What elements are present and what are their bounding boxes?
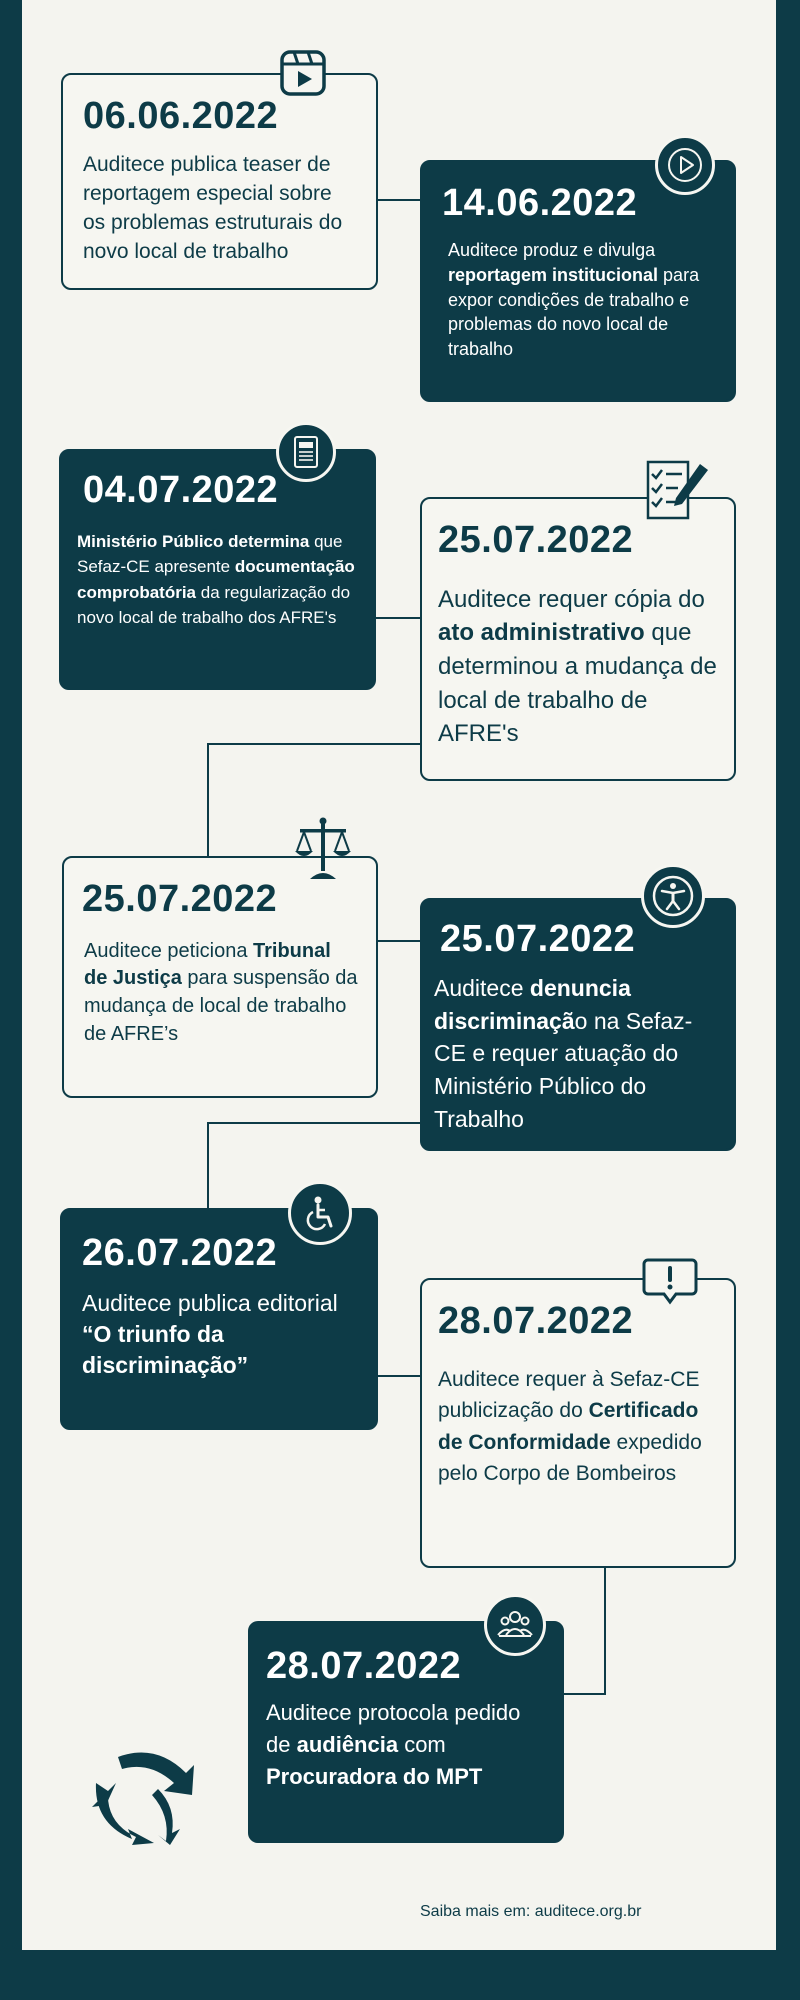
event-text-bold: Procuradora do MPT bbox=[266, 1763, 483, 1789]
event-text-bold: Certificado de Conformidade bbox=[438, 1399, 699, 1454]
connector-line bbox=[207, 1122, 209, 1208]
event-text bbox=[83, 151, 356, 267]
event-text-part: Auditece requer à Sefaz-CE publicização do bbox=[438, 1367, 700, 1423]
connector-line bbox=[604, 1568, 606, 1694]
connector-line bbox=[378, 1375, 420, 1377]
wheelchair-icon bbox=[288, 1181, 352, 1245]
event-text-bold: “O triunfo da discriminação” bbox=[82, 1321, 249, 1379]
connector-line bbox=[564, 1693, 606, 1695]
connector-line bbox=[207, 743, 209, 858]
event-date: 28.07.2022 bbox=[266, 1645, 462, 1687]
event-date: 26.07.2022 bbox=[82, 1232, 278, 1274]
event-date: 06.06.2022 bbox=[83, 95, 279, 137]
timeline-card-2 bbox=[420, 160, 736, 402]
timeline-card-3 bbox=[59, 449, 376, 690]
event-text-part: da regularização do novo local de trabalho dos AFRE's bbox=[77, 582, 351, 628]
event-text-part: o na Sefaz-CE e requer atuação do Ministério Público do Trabalho bbox=[434, 1007, 693, 1132]
document-icon bbox=[276, 422, 336, 482]
event-text-bold: documentação comprobatória bbox=[77, 557, 355, 602]
video-reel-icon bbox=[276, 46, 330, 100]
connector-line bbox=[207, 1122, 420, 1124]
event-text-part: com bbox=[398, 1731, 446, 1757]
event-text-part: para suspensão da mudança de local de trabalho de AFRE’s bbox=[84, 967, 358, 1045]
footer-link-text[interactable]: Saiba mais em: auditece.org.br bbox=[420, 1903, 642, 1920]
timeline-card-1 bbox=[61, 73, 378, 290]
event-text-part: Auditece produz e divulga bbox=[448, 239, 656, 260]
event-text-bold: denuncia discriminaçã bbox=[434, 974, 631, 1034]
timeline-card-4 bbox=[420, 497, 736, 781]
connector-line bbox=[376, 617, 420, 619]
scales-of-justice-icon bbox=[292, 815, 354, 881]
event-text bbox=[82, 1288, 356, 1382]
timeline-card-8 bbox=[420, 1278, 736, 1568]
event-date: 04.07.2022 bbox=[83, 469, 279, 511]
accessibility-icon bbox=[641, 864, 705, 928]
event-text-part: Auditece peticiona bbox=[84, 939, 254, 962]
event-text-part: que Sefaz-CE apresente bbox=[77, 531, 343, 577]
timeline-card-5 bbox=[62, 856, 378, 1098]
event-text-part: para expor condições de trabalho e problemas do novo local de trabalho bbox=[448, 264, 700, 360]
event-text-part: que determinou a mudança de local de trabalho de AFRE's bbox=[438, 619, 717, 748]
checklist-pen-icon bbox=[642, 458, 712, 524]
event-date: 25.07.2022 bbox=[440, 918, 636, 960]
event-date: 14.06.2022 bbox=[442, 182, 638, 224]
connector-line bbox=[207, 743, 420, 745]
meeting-people-icon bbox=[484, 1594, 546, 1656]
event-date: 28.07.2022 bbox=[438, 1300, 634, 1342]
event-text bbox=[438, 1364, 718, 1490]
event-text-part: Auditece bbox=[434, 974, 530, 1001]
event-text-part: expedido pelo Corpo de Bombeiros bbox=[438, 1430, 702, 1486]
event-text bbox=[82, 938, 358, 1048]
connector-line bbox=[378, 940, 420, 942]
connector-line bbox=[376, 199, 420, 201]
event-text bbox=[442, 238, 714, 362]
event-text-bold: audiência bbox=[296, 1731, 399, 1757]
event-text bbox=[77, 529, 360, 631]
event-text-part: Auditece protocola pedido de bbox=[266, 1699, 521, 1757]
event-text bbox=[438, 583, 718, 751]
event-text-part: Auditece requer cópia do bbox=[438, 585, 705, 613]
event-text-part: Auditece publica teaser de reportagem especial sobre os problemas estruturais do novo local de trabalho bbox=[83, 152, 343, 263]
event-text-bold: Tribunal de Justiça bbox=[84, 939, 331, 990]
timeline-card-6 bbox=[420, 898, 736, 1151]
event-text-bold: ato administrativo bbox=[438, 619, 645, 647]
event-date: 25.07.2022 bbox=[438, 519, 634, 561]
event-text bbox=[434, 972, 720, 1135]
event-text-bold: Ministério Público determina bbox=[77, 531, 310, 551]
event-text bbox=[266, 1697, 546, 1793]
auditece-logo-icon bbox=[88, 1745, 200, 1850]
event-date: 25.07.2022 bbox=[82, 878, 278, 920]
alert-speech-bubble-icon bbox=[642, 1256, 698, 1308]
play-icon bbox=[655, 135, 715, 195]
event-text-part: Auditece publica editorial bbox=[82, 1289, 338, 1316]
event-text-bold: reportagem institucional bbox=[448, 264, 659, 285]
